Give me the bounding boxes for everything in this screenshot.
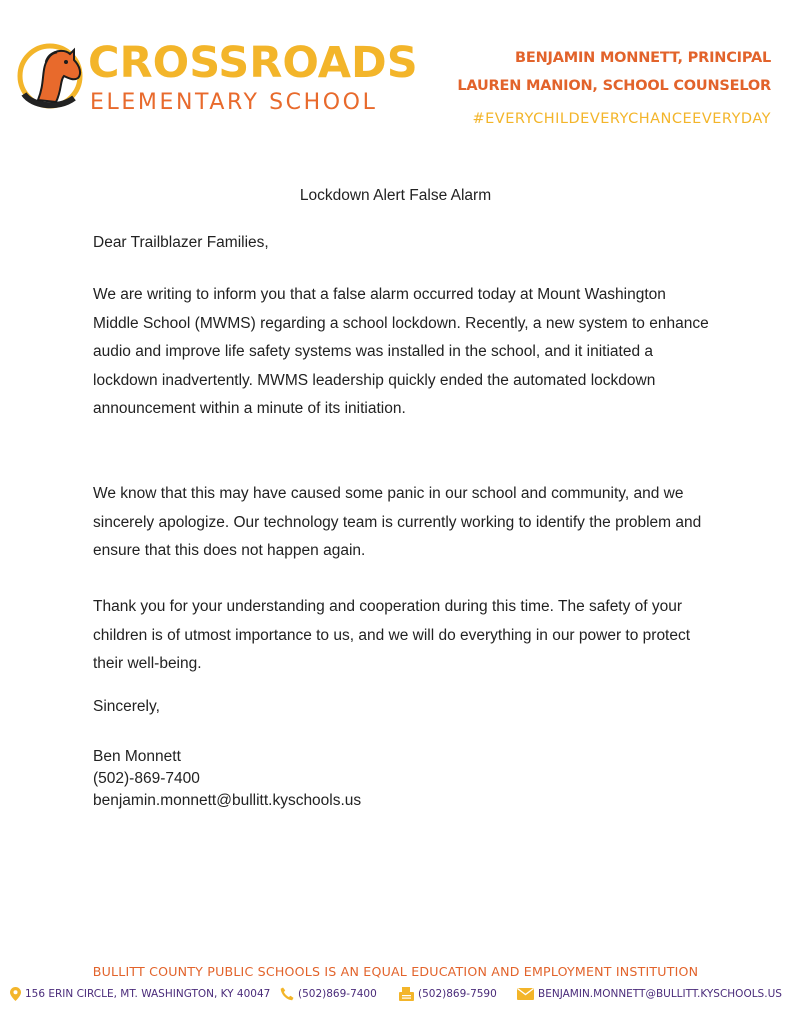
letter-paragraph: Thank you for your understanding and cooperation during this time. The safety of your children is of utmost importance to us, and we will do everything in our power to protect their well-being. [93, 598, 691, 673]
counselor-name: LAUREN MANION, SCHOOL COUNSELOR [457, 78, 771, 94]
signature-name: Ben Monnett [93, 748, 181, 765]
letter-paragraph: We know that this may have caused some panic in our school and community, and we sincerely apologize. Our technology team is currently working to identify the problem and ensure that this does not happen again. [93, 485, 702, 560]
footer-fax-text: (502)869-7590 [418, 988, 497, 1000]
footer-phone-text: (502)869-7400 [298, 988, 377, 1000]
letter-greeting: Dear Trailblazer Families, [93, 234, 269, 251]
footer-phone [280, 987, 377, 1001]
footer-contact-row [10, 987, 781, 1005]
envelope-icon [517, 987, 534, 1000]
fax-icon [399, 987, 414, 1001]
school-name: CROSSROADS [88, 38, 418, 88]
footer-address-text: 156 ERIN CIRCLE, MT. WASHINGTON, KY 40047 [25, 988, 271, 1000]
footer-statement: BULLITT COUNTY PUBLIC SCHOOLS IS AN EQUAL EDUCATION AND EMPLOYMENT INSTITUTION [92, 964, 699, 979]
letter-title: Lockdown Alert False Alarm [299, 187, 492, 204]
footer-email [517, 987, 782, 1000]
horse-head-logo-icon [16, 40, 86, 112]
signature-phone: (502)-869-7400 [93, 770, 200, 787]
footer-address [10, 987, 270, 1001]
footer-email-text: BENJAMIN.MONNETT@BULLITT.KYSCHOOLS.US [538, 987, 782, 1000]
letter-paragraph: We are writing to inform you that a false alarm occurred today at Mount Washington Middle School (MWMS) regarding a school lockdown. Recently, a new system to enhance audio and improve life safety systems was installed in the school, and it initiated a lockdown inadvertently. MWMS leadership quickly ended the automated lockdown announcement within a minute of its initiation. [93, 286, 709, 418]
letter-closing: Sincerely, [93, 698, 160, 715]
school-subtitle: ELEMENTARY SCHOOL [90, 90, 378, 115]
location-pin-icon [10, 987, 21, 1001]
footer-fax [399, 987, 497, 1001]
school-hashtag: #EVERYCHILDEVERYCHANCEEVERYDAY [472, 111, 771, 127]
principal-name: BENJAMIN MONNETT, PRINCIPAL [515, 50, 771, 66]
signature-email: benjamin.monnett@bullitt.kyschools.us [93, 792, 362, 809]
phone-icon [280, 987, 294, 1001]
